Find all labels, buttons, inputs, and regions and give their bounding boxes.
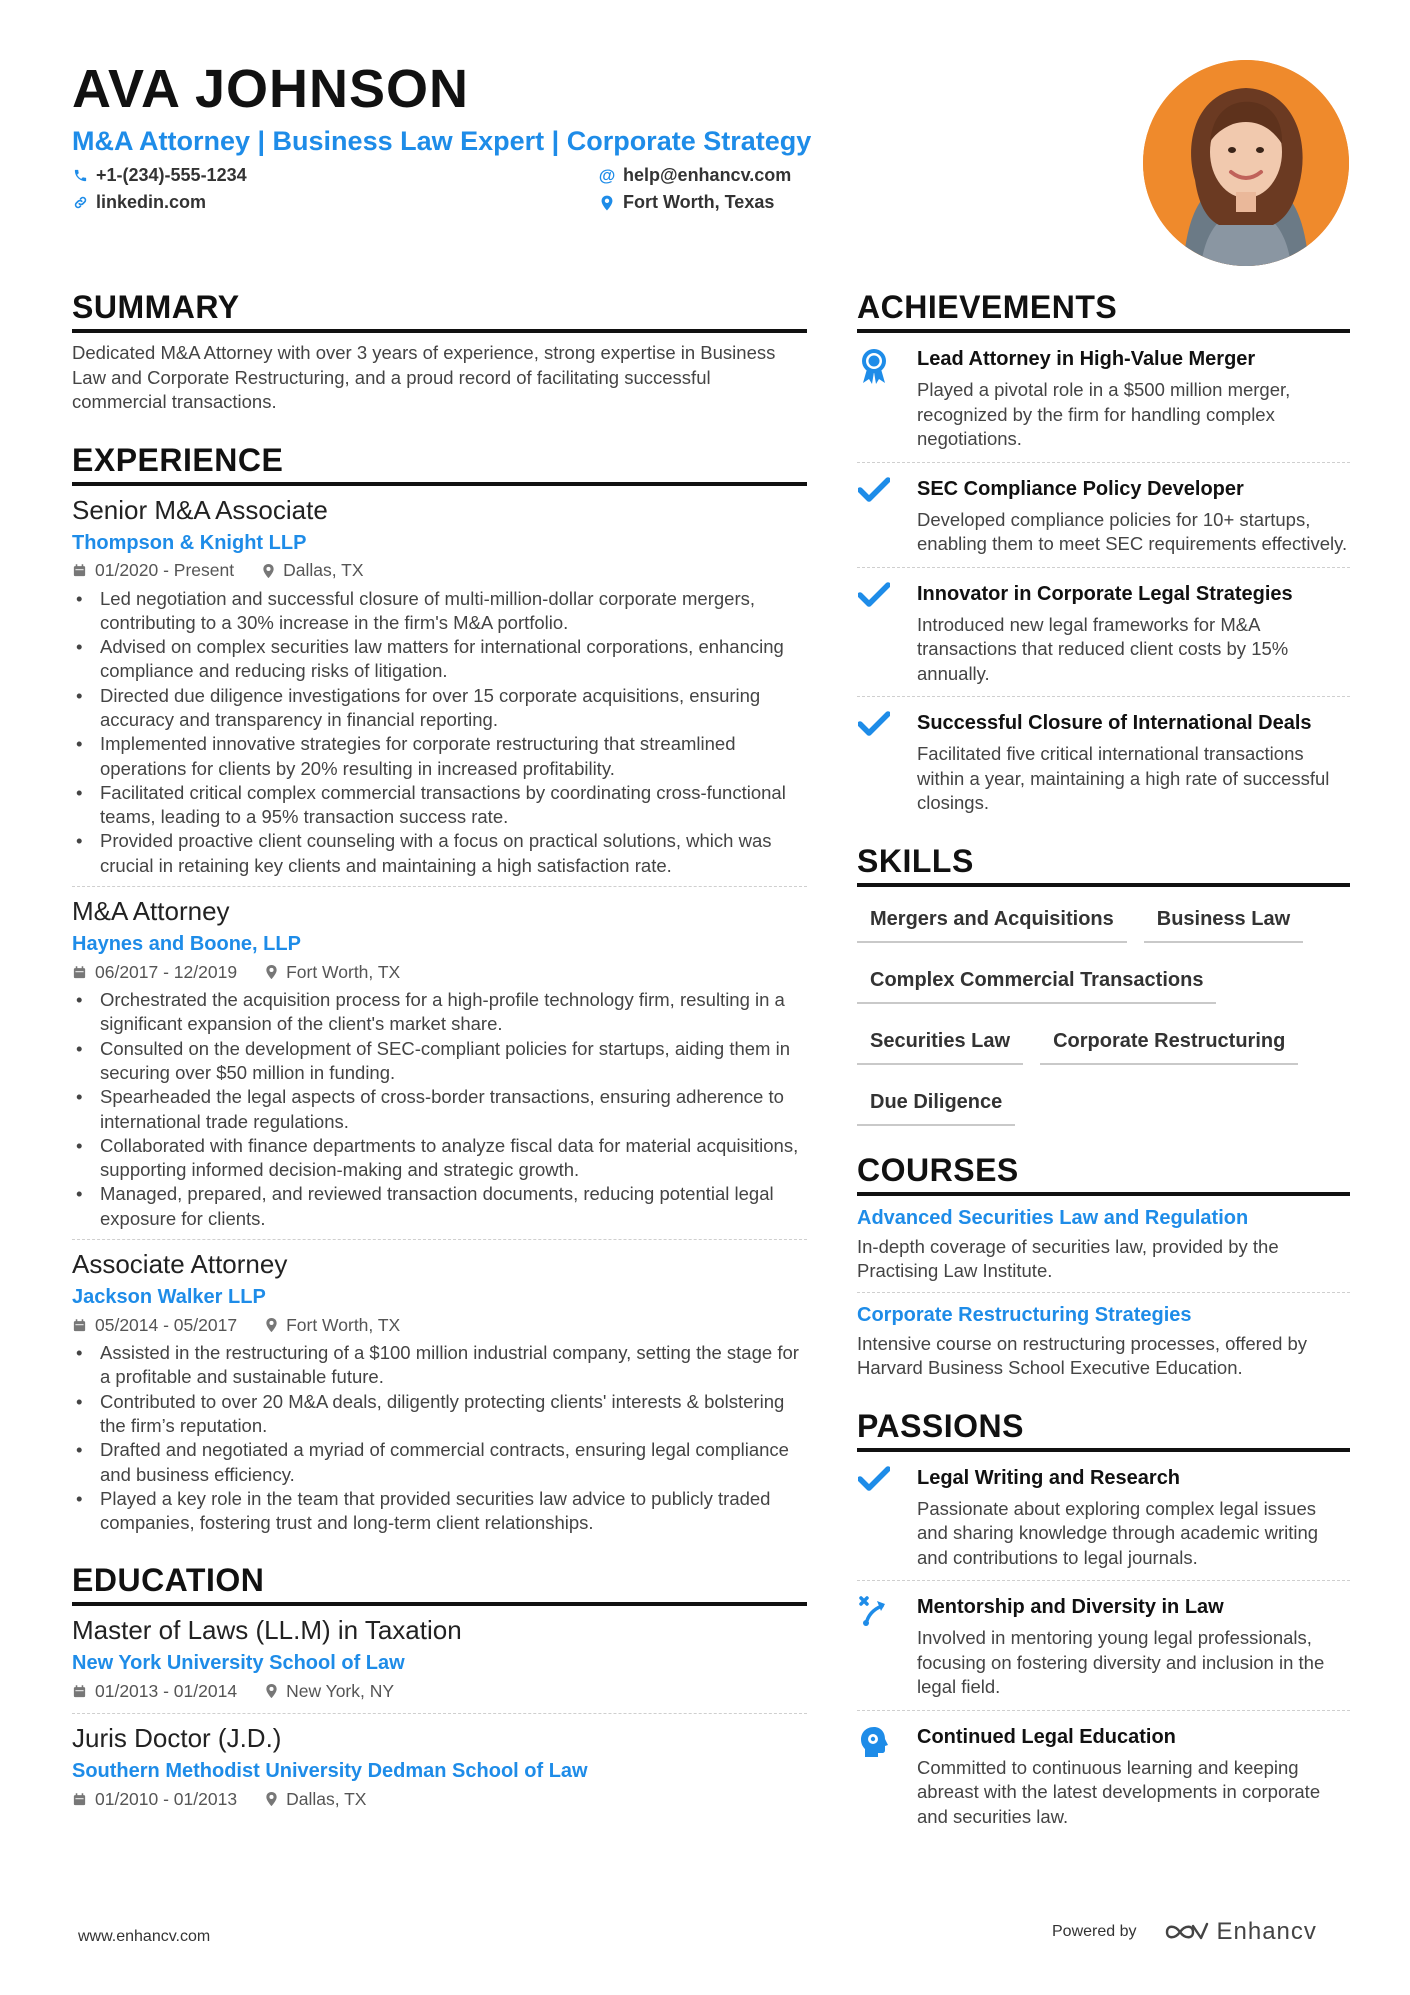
skill-tag: Securities Law [857,1021,1023,1065]
job-bullets [72,988,807,1231]
skill-tag: Corporate Restructuring [1040,1021,1298,1065]
job-entry [72,486,807,888]
job-dates: 05/2014 - 05/2017 [95,1314,238,1335]
education-entry [72,1606,807,1714]
passion-item [857,1452,1350,1581]
skill-tag: Due Diligence [857,1082,1015,1126]
experience-section [72,441,807,1536]
bullet-item: • Assisted in the restructuring of a $100 million industrial company, setting the stage for a profitable and sustainable future. [72,1341,807,1390]
candidate-title: M&A Attorney | Business Law Expert | Corporate Strategy [72,126,812,156]
award-ribbon-icon [857,345,891,452]
achievement-desc: Facilitated five critical international transactions within a year, maintaining a high rate of successful closings. [917,743,1330,813]
achievement-item [857,568,1350,697]
bullet-item: • Advised on complex securities law matters for international corporations, enhancing compliance and reducing risks of litigation. [72,635,807,684]
education-heading: EDUCATION [72,1561,807,1606]
skills-section [857,842,1350,1143]
phone-text: +1-(234)-555-1234 [96,165,247,185]
job-meta [72,1311,807,1339]
school-name: New York University School of Law [72,1652,405,1675]
strategy-icon [857,1593,891,1700]
calendar-icon [72,1792,87,1807]
linkedin-contact[interactable] [72,191,599,214]
company-name: Jackson Walker LLP [72,1286,266,1309]
summary-text: Dedicated M&A Attorney with over 3 years of experience, strong expertise in Business Law and Corporate Restructuring, and a proud record of facilitating successful commercial transactions. [72,342,776,412]
check-icon [857,1464,891,1571]
right-column [857,288,1350,1839]
passion-item [857,1581,1350,1710]
education-section [72,1561,807,1813]
skills-heading: SKILLS [857,842,1350,887]
bullet-item: • Spearheaded the legal aspects of cross-border transactions, ensuring adherence to international trade regulations. [72,1085,807,1134]
achievement-item [857,333,1350,462]
job-title: M&A Attorney [72,896,230,927]
bullet-item: • Consulted on the development of SEC-compliant policies for startups, aiding them in securing over $50 million in funding. [72,1037,807,1086]
bullet-item: • Facilitated critical complex commercial transactions by coordinating cross-functional teams, leading to a 95% transaction success rate. [72,781,807,830]
education-meta [72,1785,807,1813]
degree-title: Master of Laws (LL.M) in Taxation [72,1615,462,1646]
bullet-item: • Implemented innovative strategies for corporate restructuring that streamlined operations for clients by 20% resulting in increased profitability. [72,732,807,781]
achievement-desc: Developed compliance policies for 10+ startups, enabling them to meet SEC requirements effectively. [917,508,1348,554]
passion-title: Legal Writing and Research [917,1466,1181,1489]
phone-icon [72,168,88,184]
achievement-item [857,463,1350,567]
job-title: Senior M&A Associate [72,494,328,525]
course-desc: In-depth coverage of securities law, provided by the Practising Law Institute. [857,1235,1279,1281]
job-dates: 01/2020 - Present [95,560,235,580]
job-dates: 06/2017 - 12/2019 [95,961,238,982]
achievement-desc: Played a pivotal role in a $500 million merger, recognized by the firm for handling complex negotiations. [917,379,1291,449]
course-title[interactable]: Corporate Restructuring Strategies [857,1303,1192,1326]
bullet-item: • Managed, prepared, and reviewed transaction documents, reducing potential legal exposure for clients. [72,1182,807,1231]
resume-header [72,58,1072,214]
skill-tag: Business Law [1144,899,1303,943]
brain-head-icon [857,1723,891,1830]
check-icon [857,475,891,557]
job-location: Fort Worth, TX [286,961,401,982]
powered-by-text: Powered by [1052,1923,1137,1940]
passion-desc: Committed to continuous learning and keeping abreast with the latest developments in corporate and securities law. [917,1756,1321,1827]
achievement-title: Successful Closure of International Deals [917,712,1312,734]
achievements-heading: ACHIEVEMENTS [857,288,1350,333]
profile-photo [1143,60,1349,266]
skill-tag: Complex Commercial Transactions [857,960,1216,1004]
skill-tag: Mergers and Acquisitions [857,899,1127,943]
job-location: Fort Worth, TX [286,1314,401,1335]
location-text: Fort Worth, Texas [623,192,775,212]
map-pin-icon [265,1683,278,1699]
bullet-item: • Collaborated with finance departments to analyze fiscal data for material acquisitions, supporting informed decision-making and strategic growth. [72,1134,807,1183]
brand-name: Enhancv [1216,1918,1317,1945]
education-dates: 01/2013 - 01/2014 [95,1680,238,1701]
course-item [857,1196,1350,1284]
phone-contact[interactable] [72,164,599,187]
job-title: Associate Attorney [72,1249,288,1280]
job-entry [72,887,807,1240]
check-icon [857,580,891,687]
linkedin-text: linkedin.com [96,192,207,212]
job-entry [72,1240,807,1535]
passions-section [857,1407,1350,1840]
email-contact[interactable] [599,164,999,187]
education-entry [72,1714,807,1813]
skills-list [857,899,1350,1143]
footer-website[interactable]: www.enhancv.com [78,1928,211,1945]
calendar-icon [72,1684,87,1699]
course-desc: Intensive course on restructuring processes, offered by Harvard Business School Executive Education. [857,1332,1308,1378]
calendar-icon [72,563,87,578]
map-pin-icon [265,1317,278,1333]
company-name: Thompson & Knight LLP [72,531,307,554]
candidate-name: AVA JOHNSON [72,59,470,119]
courses-section [857,1151,1350,1381]
job-bullets [72,587,807,879]
map-pin-icon [265,964,278,980]
check-icon [857,709,891,816]
passion-desc: Involved in mentoring young legal professionals, focusing on fostering diversity and inclusion in the legal field. [917,1627,1325,1697]
bullet-item: • Led negotiation and successful closure of multi-million-dollar corporate mergers, contributing to a 30% increase in the firm's M&A portfolio. [72,587,807,636]
location-contact [599,191,999,214]
courses-heading: COURSES [857,1151,1350,1196]
achievement-title: SEC Compliance Policy Developer [917,477,1244,500]
map-pin-icon [265,1791,278,1807]
at-icon: @ [598,165,616,185]
contact-info [72,164,1072,214]
education-location: New York, NY [286,1680,395,1701]
map-pin-icon [262,563,275,579]
calendar-icon [72,1318,87,1333]
education-dates: 01/2010 - 01/2013 [95,1788,238,1809]
passion-title: Continued Legal Education [917,1725,1176,1748]
job-bullets [72,1341,807,1535]
school-name: Southern Methodist University Dedman School of Law [72,1760,588,1783]
bullet-item: • Directed due diligence investigations for over 15 corporate acquisitions, ensuring accuracy and transparency in financial reporting. [72,684,807,733]
enhancv-logo-icon [1163,1920,1209,1944]
company-name: Haynes and Boone, LLP [72,933,301,956]
bullet-item: • Played a key role in the team that provided securities law advice to publicly traded companies, fostering trust and long-term client relationships. [72,1487,807,1536]
passion-item [857,1711,1350,1840]
job-meta [72,557,807,585]
passions-heading: PASSIONS [857,1407,1350,1452]
degree-title: Juris Doctor (J.D.) [72,1723,282,1754]
achievement-item [857,697,1350,826]
achievement-title: Innovator in Corporate Legal Strategies [917,582,1293,605]
left-column [72,288,807,1813]
job-meta [72,958,807,986]
summary-section [72,288,807,415]
job-location: Dallas, TX [283,560,364,580]
email-text: help@enhancv.com [623,165,792,185]
passion-desc: Passionate about exploring complex legal issues and sharing knowledge through academic writing and contributions to legal journals. [917,1497,1319,1568]
calendar-icon [72,965,87,980]
education-meta [72,1677,807,1705]
course-title[interactable]: Advanced Securities Law and Regulation [857,1206,1249,1229]
achievement-title: Lead Attorney in High-Value Merger [917,348,1256,370]
link-icon [72,195,88,211]
summary-heading: SUMMARY [72,288,807,333]
passion-title: Mentorship and Diversity in Law [917,1596,1224,1618]
bullet-item: • Contributed to over 20 M&A deals, diligently protecting clients' interests & bolstering the firm’s reputation. [72,1390,807,1439]
map-pin-icon [599,195,615,211]
achievement-desc: Introduced new legal frameworks for M&A transactions that reduced client costs by 15% annually. [917,613,1289,684]
bullet-item: • Drafted and negotiated a myriad of commercial contracts, ensuring legal compliance and business efficiency. [72,1438,807,1487]
bullet-item: • Provided proactive client counseling with a focus on practical solutions, which was crucial in retaining key clients and maintaining a high satisfaction rate. [72,829,807,878]
education-location: Dallas, TX [286,1788,367,1809]
experience-heading: EXPERIENCE [72,441,807,486]
achievements-section [857,288,1350,826]
footer-branding [1052,1918,1317,1946]
course-item [857,1293,1350,1381]
bullet-item: • Orchestrated the acquisition process for a high-profile technology firm, resulting in a significant expansion of the client's market share. [72,988,807,1037]
